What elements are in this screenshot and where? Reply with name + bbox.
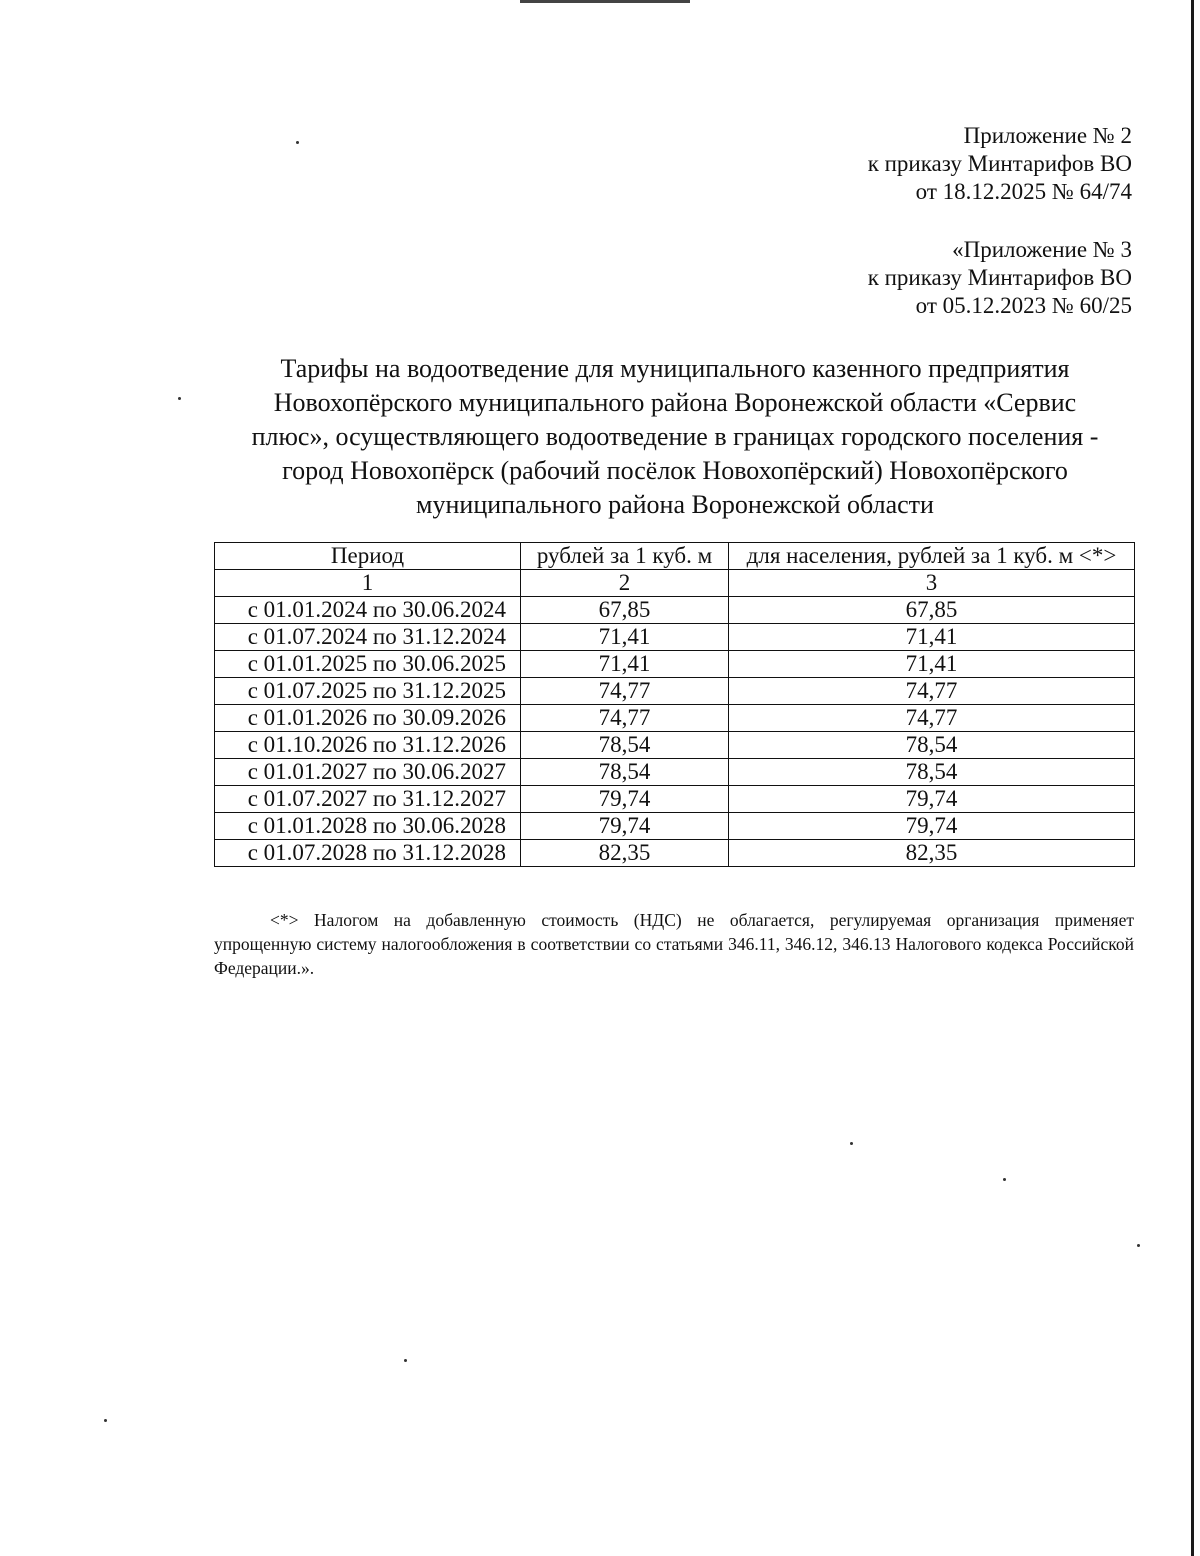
scan-speck xyxy=(296,141,299,144)
annex-number: «Приложение № 3 xyxy=(952,237,1132,262)
header-period: Период xyxy=(215,543,521,570)
table-header-row xyxy=(215,543,1135,570)
cell-rate: 74,77 xyxy=(521,678,729,705)
cell-period: с 01.01.2025 по 30.06.2025 xyxy=(215,651,521,678)
cell-rate-population: 79,74 xyxy=(729,786,1135,813)
header-rate: рублей за 1 куб. м xyxy=(521,543,729,570)
cell-rate: 79,74 xyxy=(521,813,729,840)
scan-speck xyxy=(850,1142,853,1145)
column-number-row xyxy=(215,570,1135,597)
cell-period: с 01.01.2026 по 30.09.2026 xyxy=(215,705,521,732)
cell-rate: 71,41 xyxy=(521,651,729,678)
tariff-table xyxy=(214,542,1135,867)
title-line: плюс», осуществляющего водоотведение в границах городского поселения - xyxy=(251,422,1099,451)
column-number: 1 xyxy=(215,570,521,597)
table-row xyxy=(215,597,1135,624)
footnote-line: упрощенную систему налогообложения в соответствии со статьями 346.11, 346.12, 346.13 Налогового кодекса Российской Федерации.». xyxy=(214,934,1134,978)
cell-period: с 01.01.2028 по 30.06.2028 xyxy=(215,813,521,840)
column-number: 3 xyxy=(729,570,1135,597)
cell-period: с 01.10.2026 по 31.12.2026 xyxy=(215,732,521,759)
scan-speck xyxy=(178,397,181,400)
cell-rate: 82,35 xyxy=(521,840,729,867)
cell-period: с 01.07.2028 по 31.12.2028 xyxy=(215,840,521,867)
title-line: Новохопёрского муниципального района Воронежской области «Сервис xyxy=(273,388,1077,417)
annex-order-ref: к приказу Минтарифов ВО xyxy=(867,265,1132,290)
title-line: муниципального района Воронежской области xyxy=(416,490,934,519)
footnote-line: <*> Налогом на добавленную стоимость (НДС) не облагается, регулируемая организация применяет xyxy=(270,910,1134,930)
table-row xyxy=(215,813,1135,840)
scan-top-mark xyxy=(520,0,690,3)
annex-order-date: от 05.12.2023 № 60/25 xyxy=(915,293,1132,318)
scan-speck xyxy=(404,1359,407,1362)
cell-rate-population: 74,77 xyxy=(729,678,1135,705)
annex-order-date: от 18.12.2025 № 64/74 xyxy=(915,179,1132,204)
scan-speck xyxy=(1003,1178,1006,1181)
annex-number: Приложение № 2 xyxy=(963,123,1132,148)
cell-period: с 01.07.2025 по 31.12.2025 xyxy=(215,678,521,705)
cell-period: с 01.01.2027 по 30.06.2027 xyxy=(215,759,521,786)
footnote xyxy=(214,908,1134,980)
title-line: Тарифы на водоотведение для муниципального казенного предприятия xyxy=(280,354,1070,383)
column-number: 2 xyxy=(521,570,729,597)
cell-rate-population: 79,74 xyxy=(729,813,1135,840)
cell-rate-population: 71,41 xyxy=(729,624,1135,651)
table-row xyxy=(215,678,1135,705)
scan-speck xyxy=(1137,1244,1140,1247)
cell-rate: 78,54 xyxy=(521,759,729,786)
cell-rate: 67,85 xyxy=(521,597,729,624)
annex-order-ref: к приказу Минтарифов ВО xyxy=(867,151,1132,176)
scan-page-edge xyxy=(1191,0,1194,1556)
table-row xyxy=(215,732,1135,759)
cell-period: с 01.07.2024 по 31.12.2024 xyxy=(215,624,521,651)
table-row xyxy=(215,651,1135,678)
cell-rate-population: 74,77 xyxy=(729,705,1135,732)
cell-rate-population: 67,85 xyxy=(729,597,1135,624)
table-row xyxy=(215,624,1135,651)
cell-period: с 01.01.2024 по 30.06.2024 xyxy=(215,597,521,624)
cell-rate-population: 78,54 xyxy=(729,732,1135,759)
cell-rate-population: 82,35 xyxy=(729,840,1135,867)
table-row xyxy=(215,759,1135,786)
table-row xyxy=(215,840,1135,867)
cell-period: с 01.07.2027 по 31.12.2027 xyxy=(215,786,521,813)
table-row xyxy=(215,705,1135,732)
cell-rate: 71,41 xyxy=(521,624,729,651)
table-row xyxy=(215,786,1135,813)
cell-rate-population: 71,41 xyxy=(729,651,1135,678)
cell-rate-population: 78,54 xyxy=(729,759,1135,786)
cell-rate: 78,54 xyxy=(521,732,729,759)
document-title xyxy=(215,352,1135,522)
title-line: город Новохопёрск (рабочий посёлок Новохопёрский) Новохопёрского xyxy=(282,456,1068,485)
cell-rate: 79,74 xyxy=(521,786,729,813)
annex-header-current xyxy=(868,122,1132,206)
scan-speck xyxy=(104,1419,107,1422)
cell-rate: 74,77 xyxy=(521,705,729,732)
annex-header-previous xyxy=(868,236,1132,320)
header-rate-population: для населения, рублей за 1 куб. м <*> xyxy=(729,543,1135,570)
